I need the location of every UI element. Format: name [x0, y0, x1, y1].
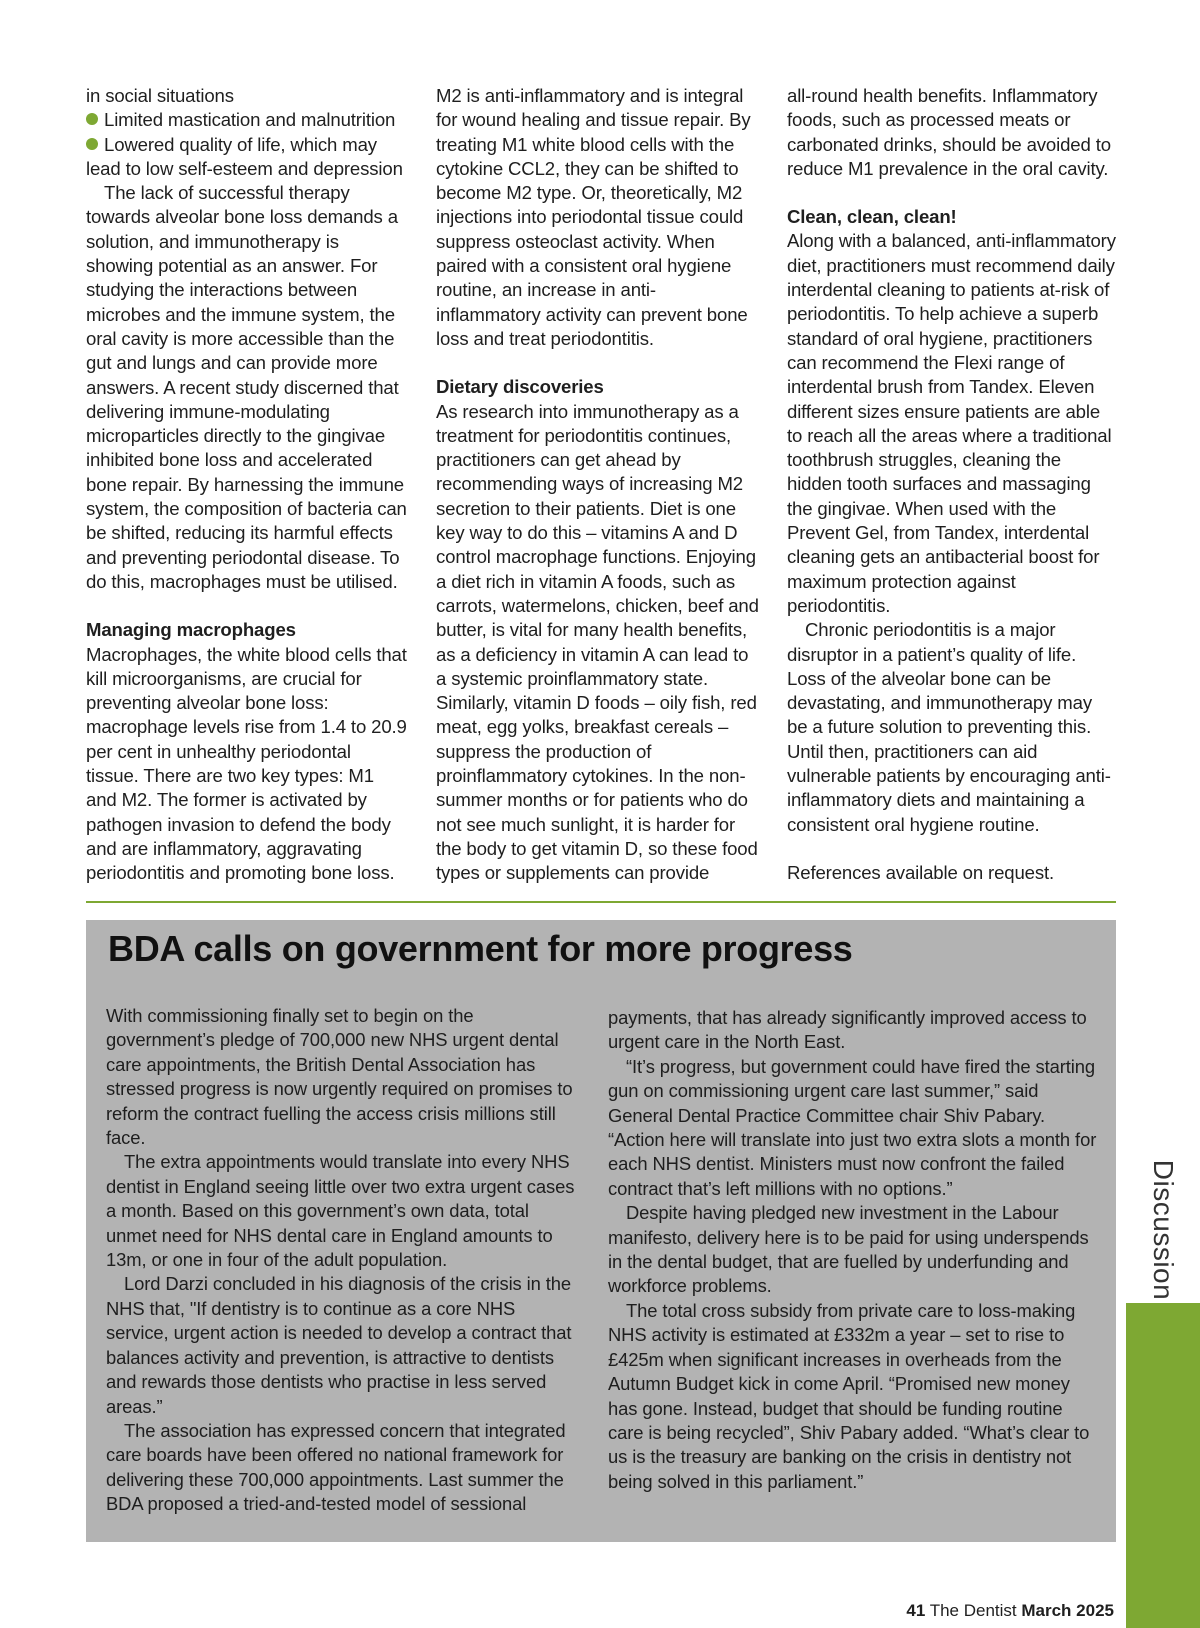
paragraph: M2 is anti-inflammatory and is integral for wound healing and tissue repair. By treating M1 white blood cells with the cytokine CCL2, they can be shifted to become M2 type. Or, theoretically, M2 injections into periodontal tissue could suppress osteoclast activity. When paired with a consistent oral hygiene routine, an increase in anti-inflammatory activity can prevent bone loss and treat periodontitis. — [436, 85, 751, 349]
paragraph: all-round health benefits. Inflammatory foods, such as processed meats or carbonated drinks, should be avoided to reduce M1 prevalence in the oral cavity. — [787, 85, 1111, 179]
section-heading: Managing macrophages — [86, 619, 296, 641]
bullet-dot-icon — [86, 138, 98, 150]
paragraph: Lord Darzi concluded in his diagnosis of the crisis in the NHS that, "If dentistry is to continue as a core NHS service, urgent action is needed to develop a contract that balances activity and prevention, is attractive to dentists and rewards those dentists who practise in less served areas.” — [106, 1273, 572, 1417]
paragraph-continued: in social situations — [86, 85, 234, 106]
news-box-column-left — [106, 1004, 576, 1517]
paragraph: Chronic periodontitis is a major disruptor in a patient’s quality of life. Loss of the alveolar bone can be devastating, and immunotherapy may be a future solution to preventing this. Until then, practitioners can aid vulnerable patients by encouraging anti-inflammatory diets and maintaining a consistent oral hygiene routine. — [787, 619, 1111, 835]
paragraph: Despite having pledged new investment in the Labour manifesto, delivery here is to be paid for using underspends in the dental budget, that are fuelled by underfunding and workforce problems. — [608, 1202, 1089, 1297]
article-column-2 — [436, 84, 760, 886]
paragraph: Macrophages, the white blood cells that kill microorganisms, are crucial for preventing alveolar bone loss: macrophage levels rise from 1.4 to 20.9 per cent in unhealthy periodontal tissue. There are two key types: M1 and M2. The former is activated by pathogen invasion to defend the body and are inflammatory, aggravating periodontitis and promoting bone loss. — [86, 643, 407, 884]
news-box-column-right — [608, 1006, 1098, 1494]
page-number: 41 — [906, 1601, 926, 1620]
paragraph: Along with a balanced, anti-inflammatory diet, practitioners must recommend daily interdental cleaning to patients at-risk of periodontitis. To help achieve a superb standard of oral hygiene, practitioners can recommend the Flexi range of interdental brush from Tandex. Eleven different sizes ensure patients are able to reach all the areas where a traditional toothbrush struggles, cleaning the hidden tooth surfaces and massaging the gingivae. When used with the Prevent Gel, from Tandex, interdental cleaning gets an antibacterial boost for maximum protection against periodontitis. — [787, 230, 1116, 616]
section-heading: Dietary discoveries — [436, 376, 604, 398]
page-footer — [906, 1601, 1114, 1621]
news-box — [86, 920, 1116, 1542]
paragraph: “It’s progress, but government could have fired the starting gun on commissioning urgent care last summer,” said General Dental Practice Committee chair Shiv Pabary. “Action here will translate into just two extra slots a month for each NHS dentist. Ministers must now confront the failed contract that’s left millions with no options.” — [608, 1055, 1097, 1199]
section-divider — [86, 901, 1116, 903]
paragraph: The total cross subsidy from private care to loss-making NHS activity is estimated at £332m a year – set to rise to £425m when significant increases in overheads from the Autumn Budget kick in come April. “Promised new money has gone. Instead, budget that should be funding routine care is being recycled”, Shiv Pabary added. “What’s clear to us is the treasury are banking on the crisis in dentistry not being solved in this parliament.” — [608, 1299, 1090, 1492]
paragraph: With commissioning finally set to begin on the government’s pledge of 700,000 new NHS urgent dental care appointments, the British Dental Association has stressed progress is now urgently required on promises to reform the contract fuelling the access crisis millions still face. — [106, 1005, 573, 1149]
section-tab-marker — [1126, 1303, 1200, 1628]
issue-date: March 2025 — [1021, 1601, 1114, 1620]
paragraph: The lack of successful therapy towards alveolar bone loss demands a solution, and immunotherapy is showing potential as an answer. For studying the interactions between microbes and the immune system, the oral cavity is more accessible than the gut and lungs and can provide more answers. A recent study discerned that delivering immune-modulating microparticles directly to the gingivae inhibited bone loss and accelerated bone repair. By harnessing the immune system, the composition of bacteria can be shifted, reducing its harmful effects and preventing periodontal disease. To do this, macrophages must be utilised. — [86, 182, 407, 592]
news-box-title: BDA calls on government for more progress — [108, 928, 853, 969]
paragraph: As research into immunotherapy as a treatment for periodontitis continues, practitioners can get ahead by recommending ways of increasing M2 secretion to their patients. Diet is one key way to do this – vitamins A and D control macrophage functions. Enjoying a diet rich in vitamin A foods, such as carrots, watermelons, chicken, beef and butter, is vital for many health benefits, as a deficiency in vitamin A can lead to a systemic proinflammatory state. Similarly, vitamin D foods – oily fish, red meat, egg yolks, breakfast cereals – suppress the production of proinflammatory cytokines. In the non-summer months or for patients who do not see much sunlight, it is harder for the body to get vitamin D, so these food types or supplements can provide — [436, 400, 759, 884]
references-note: References available on request. — [787, 861, 1055, 883]
article-column-1 — [86, 84, 408, 886]
paragraph: payments, that has already significantly improved access to urgent care in the North East. — [608, 1007, 1087, 1053]
publication-name: The Dentist — [929, 1601, 1017, 1620]
bullet-item: Limited mastication and malnutrition — [86, 108, 408, 132]
section-tab-label: Discussion — [1148, 1159, 1179, 1301]
article-column-3 — [787, 84, 1117, 885]
paragraph: The association has expressed concern that integrated care boards have been offered no national framework for delivering these 700,000 appointments. Last summer the BDA proposed a tried-and-tested model of sessional — [106, 1419, 566, 1515]
section-heading: Clean, clean, clean! — [787, 206, 957, 228]
bullet-dot-icon — [86, 113, 98, 125]
bullet-item: Lowered quality of life, which may lead to low self-esteem and depression — [86, 133, 403, 179]
paragraph: The extra appointments would translate into every NHS dentist in England seeing little over two extra urgent cases a month. Based on this government’s own data, total unmet need for NHS dental care in England amounts to 13m, or one in four of the adult population. — [106, 1151, 575, 1271]
